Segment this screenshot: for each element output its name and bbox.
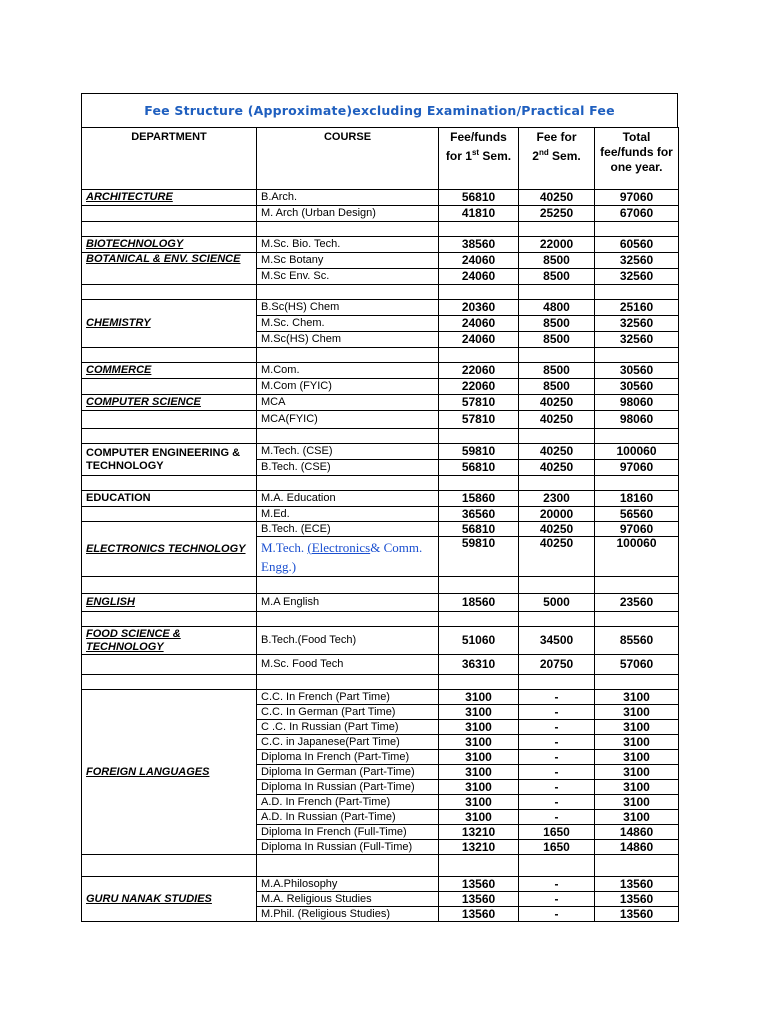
first-sem-fee: 56810 [439, 522, 519, 537]
course-cell: C.C. In French (Part Time) [257, 690, 439, 705]
total-fee: 25160 [595, 300, 679, 316]
department-cell [82, 379, 257, 395]
table-row [82, 190, 679, 206]
second-sem-fee: 40250 [519, 444, 595, 460]
first-sem-fee: 13560 [439, 907, 519, 922]
total-fee: 13560 [595, 907, 679, 922]
course-cell: C.C. In German (Part Time) [257, 705, 439, 720]
first-sem-fee: 18560 [439, 594, 519, 612]
table-row [82, 444, 679, 460]
course-cell: Diploma In German (Part-Time) [257, 765, 439, 780]
first-sem-fee: 13210 [439, 840, 519, 855]
second-sem-fee: - [519, 705, 595, 720]
first-sem-fee: 13560 [439, 877, 519, 892]
second-sem-fee: 22000 [519, 237, 595, 253]
course-cell: M.Phil. (Religious Studies) [257, 907, 439, 922]
fee-table [81, 127, 679, 922]
first-sem-fee: 3100 [439, 795, 519, 810]
total-fee: 32560 [595, 332, 679, 348]
table-row [82, 300, 679, 316]
total-fee: 100060 [595, 537, 679, 577]
total-fee: 23560 [595, 594, 679, 612]
second-sem-fee: - [519, 720, 595, 735]
first-sem-fee: 22060 [439, 363, 519, 379]
second-sem-fee: 40250 [519, 537, 595, 577]
first-sem-fee: 56810 [439, 190, 519, 206]
course-cell: M.A. Religious Studies [257, 892, 439, 907]
course-cell: M.Sc(HS) Chem [257, 332, 439, 348]
total-fee: 18160 [595, 491, 679, 507]
second-sem-fee: 8500 [519, 332, 595, 348]
table-row [82, 877, 679, 892]
total-fee: 32560 [595, 253, 679, 269]
total-fee: 85560 [595, 627, 679, 655]
first-sem-fee: 51060 [439, 627, 519, 655]
spacer-row [82, 348, 679, 363]
course-cell: M.Sc Botany [257, 253, 439, 269]
header-second-sem: Fee for 2nd Sem. [519, 128, 595, 190]
department-cell: EDUCATION [82, 491, 257, 507]
course-cell: B.Tech.(Food Tech) [257, 627, 439, 655]
second-sem-fee: 25250 [519, 206, 595, 222]
spacer-row [82, 612, 679, 627]
total-fee: 98060 [595, 411, 679, 429]
second-sem-fee: 1650 [519, 840, 595, 855]
spacer-row [82, 675, 679, 690]
page-title: Fee Structure (Approximate)excluding Examination/Practical Fee [81, 93, 678, 127]
course-cell: MCA(FYIC) [257, 411, 439, 429]
spacer-row [82, 855, 679, 877]
second-sem-fee: 8500 [519, 269, 595, 285]
table-row [82, 237, 679, 253]
first-sem-fee: 24060 [439, 253, 519, 269]
second-sem-fee: - [519, 907, 595, 922]
table-row [82, 522, 679, 537]
table-row [82, 253, 679, 269]
total-fee: 3100 [595, 720, 679, 735]
department-cell: BOTANICAL & ENV. SCIENCE [82, 253, 257, 285]
first-sem-fee: 3100 [439, 765, 519, 780]
table-row [82, 363, 679, 379]
first-sem-fee: 24060 [439, 332, 519, 348]
course-cell: M. Arch (Urban Design) [257, 206, 439, 222]
total-fee: 60560 [595, 237, 679, 253]
course-cell: M.A English [257, 594, 439, 612]
second-sem-fee: - [519, 795, 595, 810]
total-fee: 98060 [595, 395, 679, 411]
first-sem-fee: 36310 [439, 655, 519, 675]
total-fee: 30560 [595, 363, 679, 379]
first-sem-fee: 13560 [439, 892, 519, 907]
total-fee: 3100 [595, 735, 679, 750]
course-cell: M.Com. [257, 363, 439, 379]
spacer-row [82, 429, 679, 444]
first-sem-fee: 3100 [439, 810, 519, 825]
course-cell: M.Sc Env. Sc. [257, 269, 439, 285]
department-cell: GURU NANAK STUDIES [82, 877, 257, 922]
first-sem-fee: 24060 [439, 316, 519, 332]
department-cell [82, 206, 257, 222]
course-cell: Diploma In French (Full-Time) [257, 825, 439, 840]
total-fee: 14860 [595, 840, 679, 855]
department-cell: ELECTRONICS TECHNOLOGY [82, 522, 257, 577]
first-sem-fee: 22060 [439, 379, 519, 395]
department-cell: COMMERCE [82, 363, 257, 379]
second-sem-fee: 8500 [519, 253, 595, 269]
first-sem-fee: 56810 [439, 460, 519, 476]
header-total: Total fee/funds for one year. [595, 128, 679, 190]
course-cell: M.Tech. (CSE) [257, 444, 439, 460]
first-sem-fee: 3100 [439, 780, 519, 795]
department-cell [82, 655, 257, 675]
total-fee: 32560 [595, 316, 679, 332]
second-sem-fee: - [519, 735, 595, 750]
total-fee: 67060 [595, 206, 679, 222]
header-first-sem: Fee/funds for 1st Sem. [439, 128, 519, 190]
total-fee: 3100 [595, 795, 679, 810]
total-fee: 57060 [595, 655, 679, 675]
first-sem-fee: 38560 [439, 237, 519, 253]
total-fee: 3100 [595, 705, 679, 720]
second-sem-fee: - [519, 780, 595, 795]
total-fee: 30560 [595, 379, 679, 395]
course-cell: B.Tech. (CSE) [257, 460, 439, 476]
total-fee: 3100 [595, 690, 679, 705]
second-sem-fee: 40250 [519, 395, 595, 411]
spacer-row [82, 222, 679, 237]
course-cell: C.C. in Japanese(Part Time) [257, 735, 439, 750]
total-fee: 13560 [595, 877, 679, 892]
table-row [82, 491, 679, 507]
table-row [82, 594, 679, 612]
second-sem-fee: 40250 [519, 411, 595, 429]
second-sem-fee: - [519, 877, 595, 892]
department-cell: FOREIGN LANGUAGES [82, 690, 257, 855]
second-sem-fee: 40250 [519, 190, 595, 206]
total-fee: 97060 [595, 522, 679, 537]
second-sem-fee: - [519, 750, 595, 765]
course-cell: M.A.Philosophy [257, 877, 439, 892]
course-cell: M.Com (FYIC) [257, 379, 439, 395]
second-sem-fee: 2300 [519, 491, 595, 507]
course-cell: A.D. In French (Part-Time) [257, 795, 439, 810]
course-cell: M.A. Education [257, 491, 439, 507]
course-cell: B.Sc(HS) Chem [257, 300, 439, 316]
course-cell: M.Sc. Bio. Tech. [257, 237, 439, 253]
total-fee: 3100 [595, 765, 679, 780]
second-sem-fee: 20000 [519, 507, 595, 522]
second-sem-fee: - [519, 892, 595, 907]
second-sem-fee: 5000 [519, 594, 595, 612]
first-sem-fee: 3100 [439, 690, 519, 705]
total-fee: 3100 [595, 780, 679, 795]
total-fee: 13560 [595, 892, 679, 907]
first-sem-fee: 36560 [439, 507, 519, 522]
total-fee: 97060 [595, 190, 679, 206]
header-department: DEPARTMENT [82, 128, 257, 190]
second-sem-fee: 8500 [519, 316, 595, 332]
department-cell: ARCHITECTURE [82, 190, 257, 206]
department-cell [82, 507, 257, 522]
header-course: COURSE [257, 128, 439, 190]
first-sem-fee: 59810 [439, 444, 519, 460]
second-sem-fee: - [519, 690, 595, 705]
second-sem-fee: 8500 [519, 363, 595, 379]
department-cell: CHEMISTRY [82, 300, 257, 348]
first-sem-fee: 13210 [439, 825, 519, 840]
table-row [82, 627, 679, 655]
course-cell: Diploma In French (Part-Time) [257, 750, 439, 765]
second-sem-fee: 40250 [519, 522, 595, 537]
course-cell: Diploma In Russian (Part-Time) [257, 780, 439, 795]
course-cell: M.Sc. Chem. [257, 316, 439, 332]
table-row [82, 690, 679, 705]
first-sem-fee: 59810 [439, 537, 519, 577]
total-fee: 100060 [595, 444, 679, 460]
spacer-row [82, 285, 679, 300]
course-cell: M.Tech. (Electronics& Comm. Engg.) [257, 537, 439, 577]
table-row [82, 411, 679, 429]
total-fee: 14860 [595, 825, 679, 840]
total-fee: 3100 [595, 810, 679, 825]
second-sem-fee: 34500 [519, 627, 595, 655]
fee-structure-document [81, 93, 678, 922]
department-cell: BIOTECHNOLOGY [82, 237, 257, 253]
first-sem-fee: 3100 [439, 720, 519, 735]
course-cell: M.Sc. Food Tech [257, 655, 439, 675]
first-sem-fee: 41810 [439, 206, 519, 222]
department-cell [82, 411, 257, 429]
course-cell: B.Arch. [257, 190, 439, 206]
table-row [82, 206, 679, 222]
total-fee: 3100 [595, 750, 679, 765]
department-cell: COMPUTER SCIENCE [82, 395, 257, 411]
first-sem-fee: 15860 [439, 491, 519, 507]
first-sem-fee: 3100 [439, 735, 519, 750]
first-sem-fee: 3100 [439, 705, 519, 720]
department-cell: FOOD SCIENCE & TECHNOLOGY [82, 627, 257, 655]
spacer-row [82, 577, 679, 594]
spacer-row [82, 476, 679, 491]
second-sem-fee: 4800 [519, 300, 595, 316]
course-cell: B.Tech. (ECE) [257, 522, 439, 537]
second-sem-fee: - [519, 765, 595, 780]
first-sem-fee: 24060 [439, 269, 519, 285]
second-sem-fee: 40250 [519, 460, 595, 476]
first-sem-fee: 20360 [439, 300, 519, 316]
course-cell: A.D. In Russian (Part-Time) [257, 810, 439, 825]
table-row [82, 379, 679, 395]
second-sem-fee: 8500 [519, 379, 595, 395]
total-fee: 97060 [595, 460, 679, 476]
first-sem-fee: 57810 [439, 395, 519, 411]
course-cell: MCA [257, 395, 439, 411]
table-row [82, 507, 679, 522]
total-fee: 56560 [595, 507, 679, 522]
department-cell: ENGLISH [82, 594, 257, 612]
table-row [82, 655, 679, 675]
course-cell: C .C. In Russian (Part Time) [257, 720, 439, 735]
second-sem-fee: - [519, 810, 595, 825]
second-sem-fee: 20750 [519, 655, 595, 675]
department-cell: COMPUTER ENGINEERING & TECHNOLOGY [82, 444, 257, 476]
course-cell: M.Ed. [257, 507, 439, 522]
first-sem-fee: 3100 [439, 750, 519, 765]
table-header-row [82, 128, 679, 190]
table-row [82, 395, 679, 411]
course-cell: Diploma In Russian (Full-Time) [257, 840, 439, 855]
total-fee: 32560 [595, 269, 679, 285]
second-sem-fee: 1650 [519, 825, 595, 840]
first-sem-fee: 57810 [439, 411, 519, 429]
